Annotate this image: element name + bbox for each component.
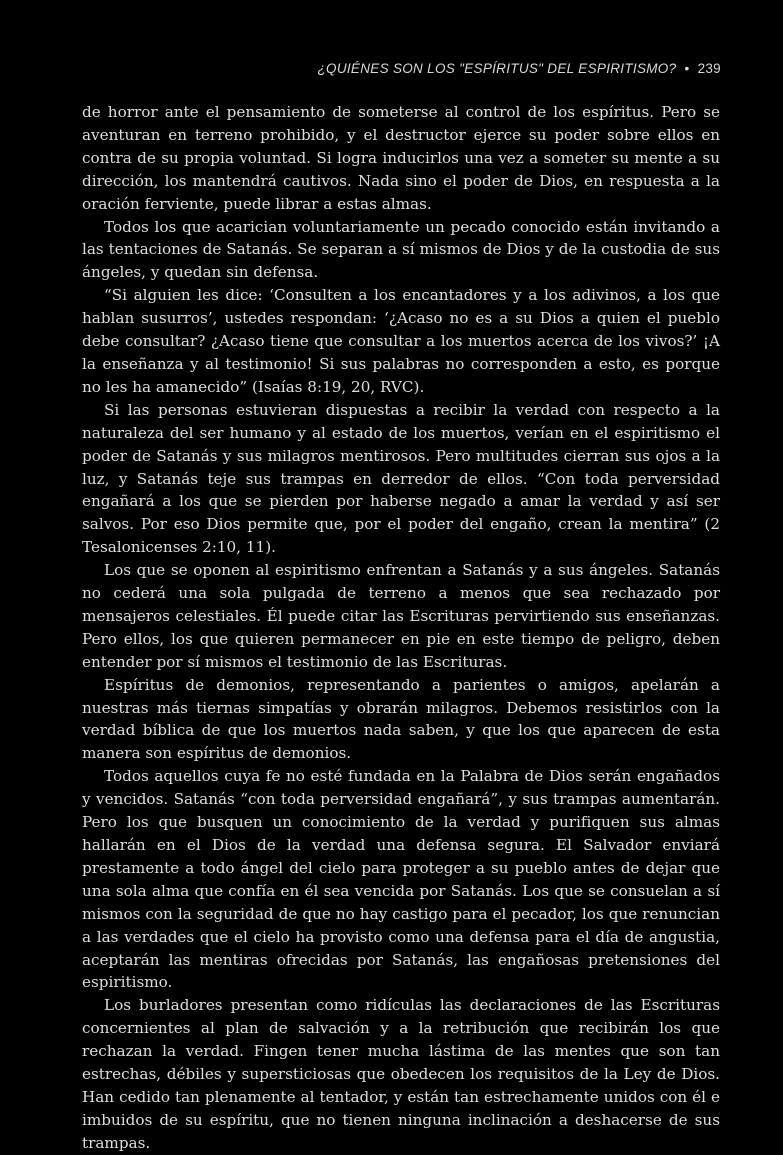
paragraph: Todos aquellos cuya fe no esté fundada en la Palabra de Dios serán engañados y vencidos. Satanás “con toda perversidad engañará”, y sus trampas aumentarán. Pero los que busquen un conocimiento de la verdad y purifiquen sus almas hallarán en el Dios de la verdad una defensa segura. El Salvador enviará prestamente a todo ángel del cielo para proteger a su pueblo antes de dejar que una sola alma que confía en él sea vencida por Satanás. Los que se consuelan a sí mismos con la seguridad de que no hay castigo para el pecador, los que renuncian a las verdades que el cielo ha provisto como una defensa para el día de angustia, aceptarán las mentiras ofrecidas por Satanás, las engañosas pretensiones del espiritismo.	[82, 767, 720, 992]
running-title: ¿QUIÉNES SON LOS "ESPÍRITUS" DEL ESPIRITISMO?	[317, 61, 677, 76]
header-separator: •	[684, 61, 690, 76]
page-body	[82, 101, 720, 1155]
paragraph: de horror ante el pensamiento de someterse al control de los espíritus. Pero se aventuran en terreno prohibido, y el destructor ejerce su poder sobre ellos en contra de su propia voluntad. Si logra inducirlos una vez a someter su mente a su dirección, los mantendrá cautivos. Nada sino el poder de Dios, en respuesta a la oración ferviente, puede librar a estas almas.	[82, 103, 720, 213]
paragraph: “Si alguien les dice: ‘Consulten a los encantadores y a los adivinos, a los que hablan susurros’, ustedes respondan: ‘¿Acaso no es a su Dios a quien el pueblo debe consultar? ¿Acaso tiene que consultar a los muertos acerca de los vivos?’ ¡A la enseñanza y al testimonio! Si sus palabras no corresponden a esto, es porque no les ha amanecido” (Isaías 8:19, 20, RVC).	[82, 286, 720, 396]
paragraph: Los que se oponen al espiritismo enfrentan a Satanás y a sus ángeles. Satanás no cederá una sola pulgada de terreno a menos que sea rechazado por mensajeros celestiales. Él puede citar las Escrituras pervirtiendo sus enseñanzas. Pero ellos, los que quieren permanecer en pie en este tiempo de peligro, deben entender por sí mismos el testimonio de las Escrituras.	[82, 561, 720, 671]
paragraph: Los burladores presentan como ridículas las declaraciones de las Escrituras concernientes al plan de salvación y a la retribución que recibirán los que rechazan la verdad. Fingen tener mucha lástima de las mentes que son tan estrechas, débiles y supersticiosas que obedecen los requisitos de la Ley de Dios. Han cedido tan plenamente al tentador, y están tan estrechamente unidos con él e imbuidos de su espíritu, que no tienen ninguna inclinación a deshacerse de sus trampas.	[82, 996, 720, 1152]
page-number: 239	[697, 61, 721, 76]
paragraph: Todos los que acarician voluntariamente un pecado conocido están invitando a las tentaciones de Satanás. Se separan a sí mismos de Dios y de la custodia de sus ángeles, y quedan sin defensa.	[82, 217, 720, 282]
paragraph: Si las personas estuvieran dispuestas a recibir la verdad con respecto a la naturaleza del ser humano y al estado de los muertos, verían en el espiritismo el poder de Satanás y sus milagros mentirosos. Pero multitudes cierran sus ojos a la luz, y Satanás teje sus trampas en derredor de ellos. “Con toda perversidad engañará a los que se pierden por haberse negado a amar la verdad y así ser salvos. Por eso Dios permite que, por el poder del engaño, crean la mentira” (2 Tesalonicenses 2:10, 11).	[82, 400, 720, 557]
paragraph: Espíritus de demonios, representando a parientes o amigos, apelarán a nuestras más tiernas simpatías y obrarán milagros. Debemos resistirlos con la verdad bíblica de que los muertos nada saben, y que los que aparecen de esta manera son espíritus de demonios.	[82, 675, 720, 763]
running-header	[317, 61, 721, 76]
